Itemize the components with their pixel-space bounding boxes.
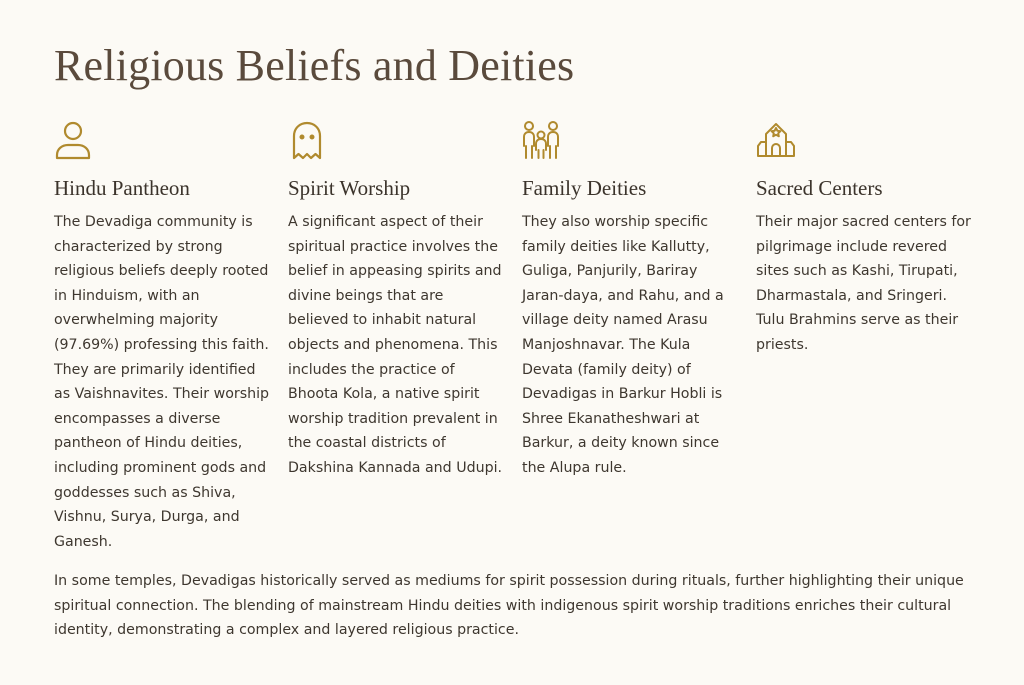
- column-body: A significant aspect of their spiritual practice involves the belief in appeasing spirits and divine beings that are believed to inhabit natural objects and phenomena. This includes the practice of Bhoota Kola, a native spirit worship tradition prevalent in the coastal districts of Dakshina Kannada and Udupi.: [288, 214, 503, 476]
- column-body: The Devadiga community is characterized by strong religious beliefs deeply rooted in Hinduism, with an overwhelming majority (97.69%) professing this faith. They are primarily identified as Vaishnavites. Their worship encompasses a diverse pantheon of Hindu deities, including prominent gods and goddesses such as Shiva, Vishnu, Surya, Durga, and Ganesh.: [54, 214, 270, 550]
- ghost-icon: [288, 120, 326, 160]
- column-heading: Spirit Worship: [288, 176, 411, 200]
- family-icon: [522, 120, 560, 160]
- column-heading: Hindu Pantheon: [54, 176, 190, 200]
- column-body: They also worship specific family deities like Kallutty, Guliga, Panjurily, Bariray Jaran-daya, and Rahu, and a village deity named Arasu Manjoshnavar. The Kula Devata (family deity) of Devadigas in Barkur Hobli is Shree Ekanatheshwari at Barkur, a deity known since the Alupa rule.: [522, 214, 724, 476]
- person-icon: [54, 120, 92, 160]
- column-sacred-centers: [756, 120, 974, 358]
- footer-paragraph: In some temples, Devadigas historically served as mediums for spirit possession during rituals, further highlighting their unique spiritual connection. The blending of mainstream Hindu deities with indigenous spirit worship traditions enriches their cultural identity, demonstrating a complex and layered religious practice.: [54, 573, 964, 639]
- column-heading: Family Deities: [522, 176, 647, 200]
- column-spirit-worship: [288, 120, 506, 481]
- column-heading: Sacred Centers: [756, 176, 883, 200]
- temple-icon: [756, 120, 794, 160]
- page-title: Religious Beliefs and Deities: [54, 41, 575, 90]
- column-family-deities: [522, 120, 740, 481]
- column-body: Their major sacred centers for pilgrimage include revered sites such as Kashi, Tirupati, Dharmastala, and Sringeri. Tulu Brahmins serve as their priests.: [756, 214, 971, 353]
- column-hindu-pantheon: [54, 120, 272, 554]
